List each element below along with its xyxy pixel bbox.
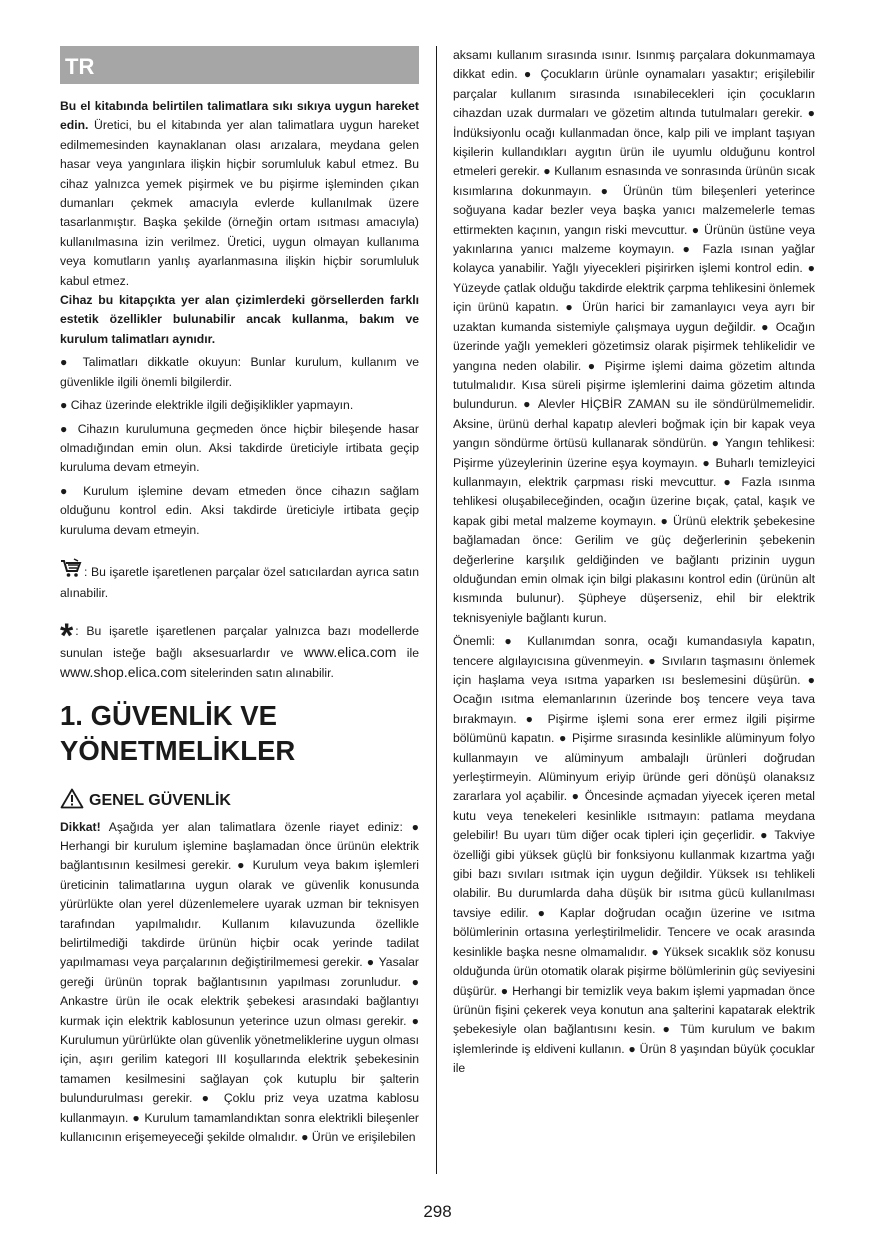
intro-appearance-note: Cihaz bu kitapçıkta yer alan çizimlerdeki görsellerden farklı estetik özellikler bulunabilir ancak kullanma, bakım ve kurulum talimatları aynıdır. (60, 293, 419, 346)
general-safety-body: Aşağıda yer alan talimatlara özenle riayet ediniz: ● Herhangi bir kurulum işlemine başlamadan önce ürünün elektrik bağlantısının kesilmesi gerekir. ● Kurulum veya bakım işlemleri üreticinin talimatlarına uygun olarak ve güvenlik konusunda yürürlükte olan yerel düzenlemelere uyarak uzman bir teknisyen tarafından yapılmalıdır. Kullanım kılavuzunda özellikle belirtilmediği takdirde ürünün hiçbir ocak yerinde tadilat yapılmaması veya parçalarının değiştirilmemesi gerekir. ● Yasalar gereği ürünün toprak bağlantısının yapılması zorunludur. ● Ankastre ürün ile ocak elektrik şebekesi arasındaki bağlantıyı kurmak için elektrik kablosunun yeterince uzun olması gerekir. ● Kurulumun yürürlükte olan güvenlik yönetmeliklerine uygun olması için, aşırı gerilim kategori III koşullarında elektrik şebekesinin tamamen kesilmesini sağlayan çok kutuplu bir şalterin bulundurulması gerekir. ● Çoklu priz veya uzatma kablosu kullanmayın. ● Kurulum tamamlandıktan sonra elektrikli bileşenler kullanıcının erişemeyeceği şekilde olmalıdır. ● Ürün ve erişilebilen (60, 819, 419, 1145)
star-note-join: ile (396, 645, 419, 660)
bullet-no-modifications: ● Cihaz üzerinde elektrikle ilgili değişiklikler yapmayın. (60, 398, 354, 413)
intro-bold-lead: Bu el kitabında belirtilen talimatlara sıkı sıkıya uygun hareket edin. (60, 99, 419, 133)
bullet-read-instructions: ● Talimatları dikkatle okuyun: Bunlar kurulum, kullanım ve güvenlikle ilgili önemli bilgilerdir. (60, 355, 419, 389)
star-note-text: : Bu işaretle işaretlenen parçalar yalnızca bazı modellerde sunulan isteğe bağlı aksesuarlardır ve (60, 623, 419, 660)
safety-continued-text: aksamı kullanım sırasında ısınır. Isınmış parçalara dokunmamaya dikkat edin. ● Çocukların ürünle oynamaları yasaktır; erişilebilir parçalar kullanım sırasında ısınabilecekleri için çocukların cihazdan uzak durmaları ve gözetim altında tutulmaları gerekir. ● İndüksiyonlu ocağı kullanmadan önce, kalp pili ve implant taşıyan kişilerin kullandıkları aygıtın ürün ile uyumlu olduğunu kontrol etmeleri gerekir. ● Kullanım esnasında ve sonrasında ürünün sıcak kısımlarına dokunmayın. ● Ürünün tüm bileşenleri yeterince soğuyana kadar bezler veya başka yanıcı malzemelerle temas ettirmekten kaçının, yangın riski mevcuttur. ● Ürünün üstüne veya yakınlarına yanıcı malzeme koymayın. ● Fazla ısınan yağlar kolayca yanabilir. Yağlı yiyecekleri pişirirken işlemi kontrol edin. ● Yüzeyde çatlak olduğu takdirde elektrik çarpma tehlikesini önlemek için ürünü kapatın. ● Ürün harici bir zamanlayıcı veya ayrı bir uzaktan kumanda sistemiyle çalışmaya uygun değildir. ● Ocağın üzerinde yağlı yemekleri gözetimsiz olarak pişirmek tehlikelidir ve yangına neden olabilir. ● Pişirme işlemi daima gözetim altında tutulmalıdır. Kısa süreli pişirme işlemlerini daima gözetim altında bulundurun. ● Alevler HİÇBİR ZAMAN su ile söndürülmemelidir. Aksine, ürünü derhal kapatıp alevleri boğmak için bir kapak veya yangın söndürme örtüsü kullanarak söndürün. ● Yangın tehlikesi: Pişirme yüzeylerinin üzerine eşya koymayın. ● Buharlı temizleyici kullanmayın, elektrik çarpması riski mevcuttur. ● Fazla ısınma tehlikesi oluşabileceğinden, ocağın üzerine bıçak, çatal, kaşık ve kapak gibi metal malzeme koymayın. ● Ürünü elektrik şebekesine bağlamadan önce: Gerilim ve güç değerlerinin şebekenin değerlerine karşılık geldiğinden ve bağlantı prizinin uygun olduğundan emin olmak için bilgi plakasını kontrol edin (ürünün alt kısmında bulunur). Şüpheye düşerseniz, ehil bir elektrik teknisyeniyle bağlantı kurun. (453, 48, 815, 625)
warning-triangle-icon (60, 788, 89, 814)
cart-note-text: : Bu işaretle işaretlenen parçalar özel satıcılardan ayrıca satın alınabilir. (60, 564, 419, 601)
section-title-line2: YÖNETMELİKLER (60, 734, 296, 766)
shop-url: www.shop.elica.com (60, 664, 187, 681)
bullet-check-damage: ● Cihazın kurulumuna geçmeden önce hiçbir bileşende hasar olmadığından emin olun. Aksi takdirde üreticiyle irtibata geçip kuruluma devam etmeyin. (60, 421, 419, 475)
intro-text: Üretici, bu el kitabında yer alan talimatlara uygun hareket edilmemesinden kaynaklanan olası arızalara, meydana gelen hasar veya yangınlara ilişkin hiçbir sorumluluk kabul etmez. Bu cihaz yalnızca yemek pişirmek ve bu pişirme işleminden çıkan dumanları çekmek amacıyla evlerde kullanılmak üzere tasarlanmıştır. Başka şekilde (örneğin ortam ısıtması amacıyla) kullanılmasına izin verilmez. Üretici, uygun olmayan kullanıma veya komutların yanlış ayarlanmasına ilişkin hiçbir sorumluluk kabul etmez. (60, 118, 419, 288)
subsection-title (60, 788, 419, 814)
cart-note (60, 558, 419, 604)
important-notes-text: Önemli: ● Kullanımdan sonra, ocağı kumandasıyla kapatın, tencere algılayıcısına güvenmeyin. ● Sıvıların taşmasını önlemek için haşlama veya ısıtma yaparken ısı beslemesini düşürün. ● Ocağın ısıtma elemanlarının üzerinde boş tencere veya tava bırakmayın. ● Pişirme işlemi sona erer ermez ilgili pişirme bölümünü kapatın. ● Pişirme sırasında kesinlikle alüminyum folyo kullanmayın ve alüminyum ambalajlı ürünleri doğrudan yerleştirmeyin. Alüminyum eriyip üründe geri dönüşü olanaksız zararlara yol açabilir. ● Öncesinde açmadan yiyecek içeren metal kutu veya tenekeleri kesinlikle ısıtmayın: patlama meydana gelebilir! Bu uyarı tüm diğer ocak tipleri için geçerlidir. ● Takviye özelliği gibi yüksek güçlü bir fonksiyonu kullanmak kızartma yağı gibi bazı sıvıları ısıtmak için uygun değildir. Yüksek ısı tehlikeli olabilir. Bu durumlarda daha düşük bir ısıtma gücü kullanılması tavsiye edilir. ● Kaplar doğrudan ocağın üzerine ve ısıtma bölümlerinin ortasına yerleştirilmelidir. Tencere ve ocak arasında kesinlikle başka nesne olmamalıdır. ● Yüksek sıcaklık söz konusu olduğunda ürün otomatik olarak pişirme bölümlerinin güç seviyesini düşürür. ● Herhangi bir temizlik veya bakım işlemi yapmadan önce ürünün fişini çekerek veya konutun ana şalterini kapatarak elektrik şebekesiyle olan bağlantısını kesin. ● Tüm kurulum ve bakım işlemlerinde iş eldiveni kullanın. ● Ürün 8 yaşından büyük çocuklar ile (453, 634, 815, 1076)
bullet-check-integrity: ● Kurulum işlemine devam etmeden önce cihazın sağlam olduğunu kontrol edin. Aksi takdirde üreticiyle irtibata geçip kuruluma devam etmeyin. (60, 483, 419, 537)
star-note (60, 616, 419, 684)
subsection-title-text: GENEL GÜVENLİK (89, 791, 231, 809)
section-title-line1: 1. GÜVENLİK VE (60, 699, 277, 731)
right-column (453, 46, 815, 1079)
section-title (60, 698, 419, 768)
star-note-end: sitelerinden satın alınabilir. (186, 666, 334, 681)
warning-lead: Dikkat! (60, 819, 101, 834)
shopping-cart-icon (60, 558, 82, 584)
asterisk-icon: * (60, 616, 74, 655)
intro-paragraph (60, 97, 419, 291)
page-number: 298 (423, 1202, 452, 1221)
language-header: TR (60, 46, 419, 84)
general-safety-text (60, 818, 419, 1148)
left-column (60, 46, 419, 1147)
elica-url: www.elica.com (303, 643, 397, 660)
column-divider (436, 46, 437, 1174)
